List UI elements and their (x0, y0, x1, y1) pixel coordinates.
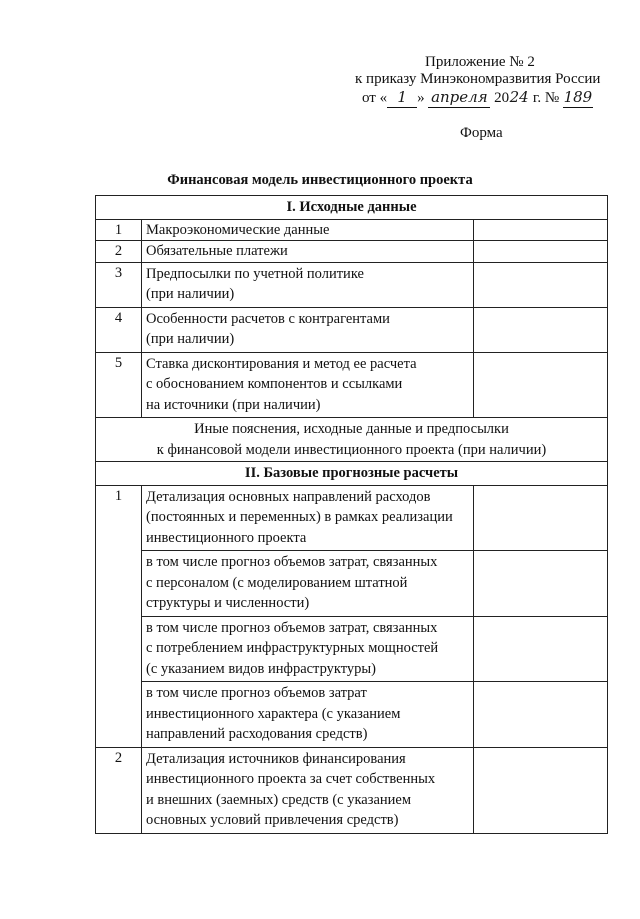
table-row (96, 352, 608, 418)
row-label: в том числе прогноз объемов затрат инвестиционного характера (с указанием направлений расходования средств) (142, 682, 474, 748)
row-number: 4 (96, 307, 142, 352)
handwritten-year: 24 (509, 88, 529, 106)
order-date-line: от « 1 » апреля 2024 г. № 189 (362, 88, 593, 106)
row-number: 5 (96, 352, 142, 418)
row-label: Детализация источников финансирования инвестиционного проекта за счет собственных и внешних (заемных) средств (с указанием основных условий привлечения средств) (142, 747, 474, 833)
row-value-cell (474, 747, 608, 833)
appendix-number: Приложение № 2 (425, 54, 535, 70)
row-value-cell (474, 551, 608, 617)
table-row (96, 747, 608, 833)
table-row (96, 241, 608, 263)
handwritten-day: 1 (387, 88, 417, 108)
row-label: Ставка дисконтирования и метод ее расчета с обоснованием компонентов и ссылками на источники (при наличии) (142, 352, 474, 418)
row-value-cell (474, 219, 608, 241)
financial-model-table (95, 195, 608, 834)
section2-heading: II. Базовые прогнозные расчеты (96, 462, 608, 486)
section1-heading-row (96, 196, 608, 220)
row-value-cell (474, 352, 608, 418)
document-title: Финансовая модель инвестиционного проекта (167, 172, 473, 188)
row-value-cell (474, 307, 608, 352)
row-label: Обязательные платежи (142, 241, 474, 263)
table-row (96, 616, 608, 682)
row-number: 1 (96, 485, 142, 747)
row-label: Макроэкономические данные (142, 219, 474, 241)
row-label: Особенности расчетов с контрагентами (при наличии) (142, 307, 474, 352)
section1-footer-row (96, 418, 608, 462)
row-value-cell (474, 485, 608, 551)
row-value-cell (474, 682, 608, 748)
row-value-cell (474, 241, 608, 263)
table-row (96, 485, 608, 551)
handwritten-month: апреля (428, 88, 490, 108)
row-number: 3 (96, 262, 142, 307)
table-row (96, 219, 608, 241)
section2-heading-row (96, 462, 608, 486)
row-number: 2 (96, 747, 142, 833)
row-value-cell (474, 616, 608, 682)
row-label: в том числе прогноз объемов затрат, связанных с потреблением инфраструктурных мощностей (с указанием видов инфраструктуры) (142, 616, 474, 682)
row-label: в том числе прогноз объемов затрат, связанных с персоналом (с моделированием штатной структуры и численности) (142, 551, 474, 617)
section1-heading: I. Исходные данные (96, 196, 608, 220)
row-label: Детализация основных направлений расходов (постоянных и переменных) в рамках реализации инвестиционного проекта (142, 485, 474, 551)
form-label: Форма (460, 125, 503, 141)
row-number: 2 (96, 241, 142, 263)
table-row (96, 551, 608, 617)
row-number: 1 (96, 219, 142, 241)
handwritten-number: 189 (563, 88, 593, 106)
table-row (96, 682, 608, 748)
order-reference: к приказу Минэкономразвития России (355, 71, 601, 87)
row-label: Предпосылки по учетной политике (при наличии) (142, 262, 474, 307)
table-row (96, 307, 608, 352)
section1-footer: Иные пояснения, исходные данные и предпосылки к финансовой модели инвестиционного проекта (при наличии) (96, 418, 608, 462)
table-row (96, 262, 608, 307)
row-value-cell (474, 262, 608, 307)
